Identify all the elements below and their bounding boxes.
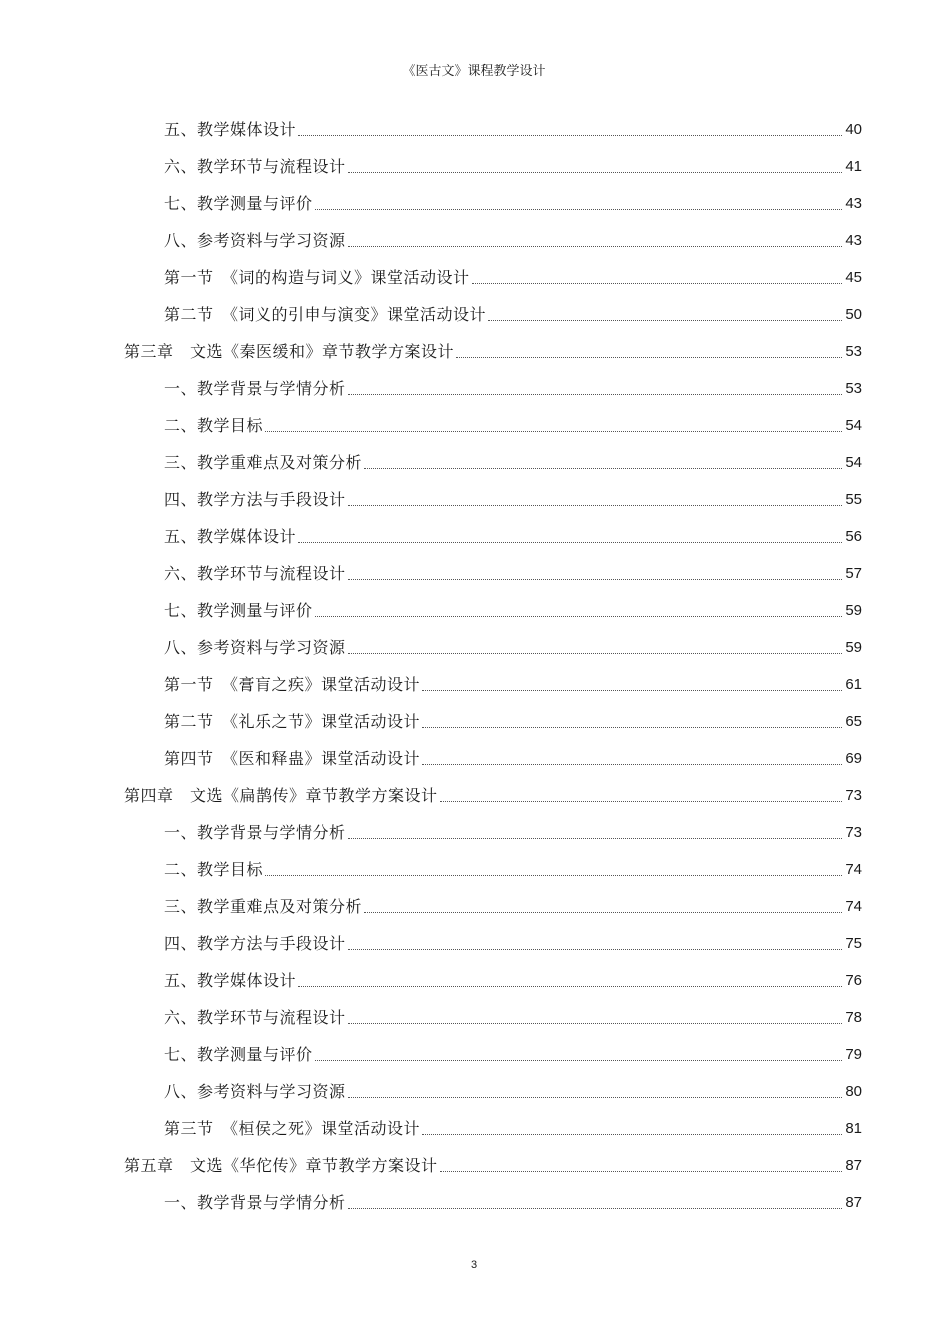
toc-entry-label: 第一节 《词的构造与词义》课堂活动设计 [164,268,470,287]
toc-entry-label: 第二节 《礼乐之节》课堂活动设计 [164,712,421,731]
toc-entry-page: 61 [845,676,862,693]
toc-entry-label: 三、教学重难点及对策分析 [164,453,363,472]
toc-entry-page: 76 [845,972,862,989]
toc-entry-label: 第四节 《医和释蛊》课堂活动设计 [164,749,421,768]
toc-entry-page: 50 [845,306,862,323]
toc-chapter-entry[interactable] [124,1146,862,1176]
page-header: 《医古文》课程教学设计 [402,64,546,79]
toc-dot-leader [265,874,842,876]
toc-dot-leader [298,541,842,543]
toc-entry[interactable] [164,221,862,251]
toc-dot-leader [348,837,843,839]
toc-entry[interactable] [164,1035,862,1065]
toc-dot-leader [422,1133,842,1135]
toc-entry[interactable] [164,1183,862,1213]
toc-chapter-entry[interactable] [124,332,862,362]
toc-entry-label: 二、教学目标 [164,860,264,879]
toc-entry-label: 第五章 文选《华佗传》章节教学方案设计 [124,1156,438,1175]
toc-entry-label: 第三节 《桓侯之死》课堂活动设计 [164,1119,421,1138]
toc-dot-leader [315,208,843,210]
toc-entry[interactable] [164,1109,862,1139]
toc-dot-leader [348,171,843,173]
toc-dot-leader [348,1022,843,1024]
toc-entry-page: 57 [845,565,862,582]
toc-entry-label: 七、教学测量与评价 [164,194,313,213]
toc-dot-leader [348,1207,843,1209]
toc-entry-page: 53 [845,343,862,360]
toc-entry[interactable] [164,961,862,991]
toc-dot-leader [440,1170,843,1172]
toc-entry-page: 74 [845,861,862,878]
toc-dot-leader [315,1059,843,1061]
toc-entry-page: 45 [845,269,862,286]
toc-entry-page: 73 [845,787,862,804]
toc-entry-page: 56 [845,528,862,545]
toc-entry[interactable] [164,406,862,436]
toc-entry-page: 80 [845,1083,862,1100]
toc-entry-label: 第三章 文选《秦医缓和》章节教学方案设计 [124,342,455,361]
toc-entry-page: 54 [845,454,862,471]
toc-entry-page: 79 [845,1046,862,1063]
toc-entry-page: 59 [845,639,862,656]
toc-entry-page: 41 [845,158,862,175]
toc-dot-leader [348,948,843,950]
toc-entry-page: 87 [845,1157,862,1174]
toc-entry-label: 一、教学背景与学情分析 [164,1193,346,1212]
toc-dot-leader [422,689,842,691]
toc-entry-label: 四、教学方法与手段设计 [164,490,346,509]
toc-entry[interactable] [164,702,862,732]
toc-dot-leader [422,726,842,728]
toc-entry-label: 第四章 文选《扁鹊传》章节教学方案设计 [124,786,438,805]
toc-dot-leader [348,652,843,654]
toc-chapter-entry[interactable] [124,776,862,806]
toc-entry-label: 八、参考资料与学习资源 [164,638,346,657]
toc-entry-label: 一、教学背景与学情分析 [164,823,346,842]
toc-entry-label: 三、教学重难点及对策分析 [164,897,363,916]
toc-entry-page: 75 [845,935,862,952]
toc-dot-leader [472,282,843,284]
toc-entry-page: 40 [845,121,862,138]
toc-entry-label: 八、参考资料与学习资源 [164,231,346,250]
toc-dot-leader [348,245,843,247]
toc-entry[interactable] [164,554,862,584]
toc-entry-page: 59 [845,602,862,619]
toc-entry-label: 七、教学测量与评价 [164,601,313,620]
toc-dot-leader [348,504,843,506]
toc-entry-page: 53 [845,380,862,397]
toc-entry[interactable] [164,147,862,177]
toc-entry[interactable] [164,184,862,214]
toc-entry-label: 二、教学目标 [164,416,264,435]
toc-entry[interactable] [164,295,862,325]
toc-entry-label: 五、教学媒体设计 [164,971,297,990]
toc-entry[interactable] [164,813,862,843]
toc-entry[interactable] [164,258,862,288]
toc-entry-page: 55 [845,491,862,508]
page-number: 3 [470,1259,478,1271]
toc-entry-page: 87 [845,1194,862,1211]
toc-entry-label: 六、教学环节与流程设计 [164,564,346,583]
toc-entry-page: 78 [845,1009,862,1026]
toc-dot-leader [315,615,843,617]
toc-entry[interactable] [164,591,862,621]
toc-entry[interactable] [164,1072,862,1102]
toc-dot-leader [440,800,843,802]
toc-entry-label: 四、教学方法与手段设计 [164,934,346,953]
toc-entry-page: 43 [845,195,862,212]
toc-dot-leader [265,430,842,432]
toc-dot-leader [348,578,843,580]
toc-entry-page: 74 [845,898,862,915]
toc-entry-label: 七、教学测量与评价 [164,1045,313,1064]
toc-dot-leader [364,467,842,469]
toc-entry-label: 五、教学媒体设计 [164,527,297,546]
toc-entry[interactable] [164,517,862,547]
toc-dot-leader [348,393,843,395]
toc-entry-label: 第二节 《词义的引申与演变》课堂活动设计 [164,305,487,324]
toc-dot-leader [422,763,842,765]
toc-entry-label: 一、教学背景与学情分析 [164,379,346,398]
toc-entry-page: 43 [845,232,862,249]
toc-dot-leader [456,356,842,358]
toc-entry-page: 81 [845,1120,862,1137]
toc-entry-label: 六、教学环节与流程设计 [164,1008,346,1027]
toc-dot-leader [488,319,842,321]
toc-entry-label: 八、参考资料与学习资源 [164,1082,346,1101]
toc-dot-leader [364,911,842,913]
toc-entry-label: 五、教学媒体设计 [164,120,297,139]
toc-entry[interactable] [164,369,862,399]
toc-entry[interactable] [164,887,862,917]
toc-entry[interactable] [164,628,862,658]
toc-entry[interactable] [164,480,862,510]
toc-dot-leader [298,134,842,136]
toc-entry[interactable] [164,998,862,1028]
toc-entry[interactable] [164,110,862,140]
toc-entry[interactable] [164,443,862,473]
toc-entry-page: 65 [845,713,862,730]
toc-entry-page: 73 [845,824,862,841]
toc-dot-leader [348,1096,843,1098]
toc-entry-label: 六、教学环节与流程设计 [164,157,346,176]
toc-entry[interactable] [164,924,862,954]
toc-entry-page: 69 [845,750,862,767]
toc-entry-label: 第一节 《膏肓之疾》课堂活动设计 [164,675,421,694]
toc-entry[interactable] [164,739,862,769]
toc-dot-leader [298,985,842,987]
toc-entry[interactable] [164,850,862,880]
toc-entry[interactable] [164,665,862,695]
toc-entry-page: 54 [845,417,862,434]
